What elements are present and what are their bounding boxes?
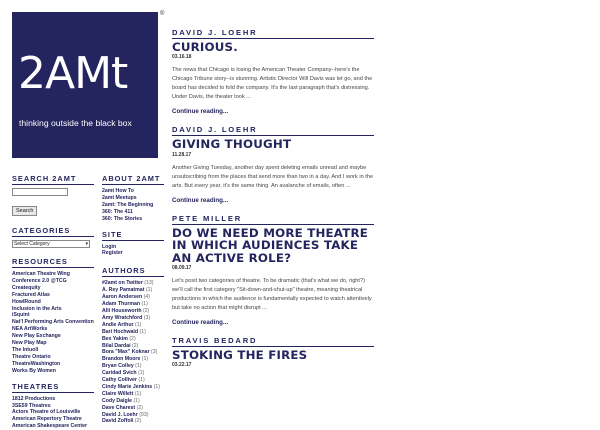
post	[172, 336, 374, 368]
resource-link[interactable]: Fractured Atlas	[12, 291, 50, 298]
author-link[interactable]: Brandon Moore (1)	[102, 356, 149, 363]
author-link[interactable]: Claire Willett (1)	[102, 390, 142, 397]
post-title[interactable]: GIVING THOUGHT	[172, 137, 292, 152]
resource-link[interactable]: Works By Women	[12, 367, 56, 374]
categories-section	[12, 226, 94, 248]
author-link[interactable]: Adam Thurman (1)	[102, 301, 148, 308]
post	[172, 125, 374, 203]
about-section	[102, 174, 164, 223]
about-link[interactable]: 360: The 411	[102, 208, 133, 215]
resource-link[interactable]: Theatre Ontario	[12, 353, 51, 360]
post-excerpt: The news that Chicago is losing the American Theater Company--here's the Chicago Tribune story--is stunning. Artistic Director Will Davis was let go, and the board has decided to fold the company. It's the last paragraph that's distressing. Under Davis, the theater took ...	[172, 67, 373, 101]
author-link[interactable]: Bora "Max" Koknar (3)	[102, 349, 158, 356]
resources-heading: RESOURCES	[12, 257, 94, 268]
resource-link[interactable]: Createquity	[12, 284, 41, 291]
post	[172, 28, 374, 115]
logo-wordmark: 2AMt	[18, 48, 128, 99]
author-link[interactable]: David Zoffoli (2)	[102, 418, 142, 425]
author-link[interactable]: Bari Hochwald (1)	[102, 328, 146, 335]
theatres-section	[12, 382, 94, 430]
author-link[interactable]: Bilal Dardai (2)	[102, 342, 139, 349]
theatres-heading: THEATRES	[12, 382, 94, 393]
theatre-link[interactable]: American Repertory Theatre	[12, 416, 82, 423]
register-link[interactable]: Register	[102, 250, 123, 257]
resource-link[interactable]: Inclusion in the Arts	[12, 305, 62, 312]
categories-select-value: Select Category	[14, 241, 50, 247]
post-date: 03.22.17	[172, 362, 192, 369]
logo-tagline: thinking outside the black box	[19, 118, 132, 128]
post-title[interactable]: CURIOUS.	[172, 40, 238, 54]
resource-link[interactable]: TheatreWashington	[12, 360, 61, 367]
search-input[interactable]	[12, 188, 68, 196]
continue-reading-link[interactable]: Continue reading...	[172, 108, 229, 116]
author-link[interactable]: Aaron Andersen (4)	[102, 294, 150, 301]
sidebar-middle	[102, 174, 164, 425]
post-excerpt: Let's posit two categories of theatre. To be dramatic (that's what we do, right?) we'll call the first category "Sit-down-and-shut-up" theatre, meaning theatrical productions in which the audience is fundamentally expected to watch attentively but take no action that might disrupt ...	[172, 278, 372, 312]
author-link[interactable]: Amy Wratchford (3)	[102, 314, 151, 321]
resource-link[interactable]: American Theatre Wing	[12, 271, 70, 277]
post-excerpt: Another Giving Tuesday, another day spent deleting emails unread and maybe unsubscribing from the places that send more than two in a day. And I work in the arts. But every year, it's the same thing. An avalanche of emails, often ...	[172, 164, 374, 189]
author-link[interactable]: Bex Yakim (2)	[102, 335, 136, 342]
site-list	[102, 244, 164, 258]
author-link[interactable]: #2amt on Twitter (13)	[102, 280, 154, 287]
post-author[interactable]: DAVID J. LOEHR	[172, 28, 374, 39]
author-link[interactable]: Dave Charest (2)	[102, 404, 143, 411]
resources-list	[12, 271, 94, 375]
categories-select[interactable]	[12, 240, 90, 248]
author-link[interactable]: David J. Loehr (93)	[102, 411, 149, 418]
search-section	[12, 174, 94, 217]
post-author[interactable]: PETE MILLER	[172, 214, 374, 225]
theatres-list	[12, 396, 94, 430]
author-link[interactable]: Bryan Colley (1)	[102, 363, 142, 370]
about-heading: ABOUT 2AMT	[102, 174, 164, 185]
resource-link[interactable]: Conference 2.0 @TCG	[12, 277, 67, 284]
theatre-link[interactable]: 3SE59 Theatres	[12, 402, 51, 409]
author-link[interactable]: Caridad Svich (1)	[102, 370, 145, 377]
author-link[interactable]: Alli Houseworth (2)	[102, 307, 150, 314]
about-list	[102, 188, 164, 223]
post-title[interactable]: DO WE NEED MORE THEATRE IN WHICH AUDIENCES TAKE AN ACTIVE ROLE?	[172, 225, 368, 265]
post-author[interactable]: DAVID J. LOEHR	[172, 125, 374, 136]
authors-section	[102, 266, 164, 425]
authors-list	[102, 280, 164, 425]
resource-link[interactable]: New Play Exchange	[12, 333, 61, 340]
post-date: 08.09.17	[172, 265, 192, 272]
sidebar-left	[12, 174, 94, 430]
theatre-link[interactable]: American Shakespeare Center	[12, 423, 87, 430]
resource-link[interactable]: The Intuoll	[12, 346, 39, 353]
post	[172, 214, 374, 326]
post-title[interactable]: STOKING THE FIRES	[172, 348, 308, 363]
theatre-link[interactable]: Actors Theatre of Louisville	[12, 409, 81, 416]
resources-section	[12, 257, 94, 375]
continue-reading-link[interactable]: Continue reading...	[172, 319, 229, 327]
author-link[interactable]: Cindy Marie Jenkins (1)	[102, 383, 160, 390]
search-heading: SEARCH 2AMT	[12, 174, 94, 185]
author-link[interactable]: A. Rey Pamatmat (1)	[102, 287, 153, 294]
chevron-down-icon: ▾	[85, 241, 88, 247]
site-section	[102, 230, 164, 258]
author-link[interactable]: Andie Arthur (1)	[102, 321, 142, 328]
search-button[interactable]: Search	[12, 206, 37, 216]
post-author[interactable]: TRAVIS BEDARD	[172, 336, 374, 347]
main-content	[172, 28, 374, 378]
resource-link[interactable]: iSquint	[12, 312, 30, 319]
resource-link[interactable]: NEA ArtWorks	[12, 326, 48, 333]
site-heading: SITE	[102, 230, 164, 241]
continue-reading-link[interactable]: Continue reading...	[172, 196, 229, 204]
post-date: 11.28.17	[172, 151, 192, 158]
about-link[interactable]: 360: The Stories	[102, 215, 143, 222]
about-link[interactable]: 2amt: The Beginning	[102, 201, 154, 208]
site-logo[interactable]	[12, 12, 158, 158]
about-link[interactable]: 2amt Meetups	[102, 194, 137, 201]
categories-heading: CATEGORIES	[12, 226, 94, 237]
post-date: 03.16.18	[172, 54, 192, 61]
resource-link[interactable]: HowlRound	[12, 298, 41, 305]
resource-link[interactable]: Nat'l Performing Arts Convention	[12, 319, 94, 326]
authors-heading: AUTHORS	[102, 266, 164, 277]
resource-link[interactable]: New Play Map	[12, 340, 47, 347]
theatre-link[interactable]: 1812 Productions	[12, 395, 56, 402]
author-link[interactable]: Cody Daigle (1)	[102, 397, 140, 404]
registered-mark: ®	[160, 11, 165, 17]
about-link[interactable]: 2amt How To	[102, 188, 134, 194]
login-link[interactable]: Login	[102, 243, 117, 250]
author-link[interactable]: Cathy Colliver (1)	[102, 377, 145, 384]
